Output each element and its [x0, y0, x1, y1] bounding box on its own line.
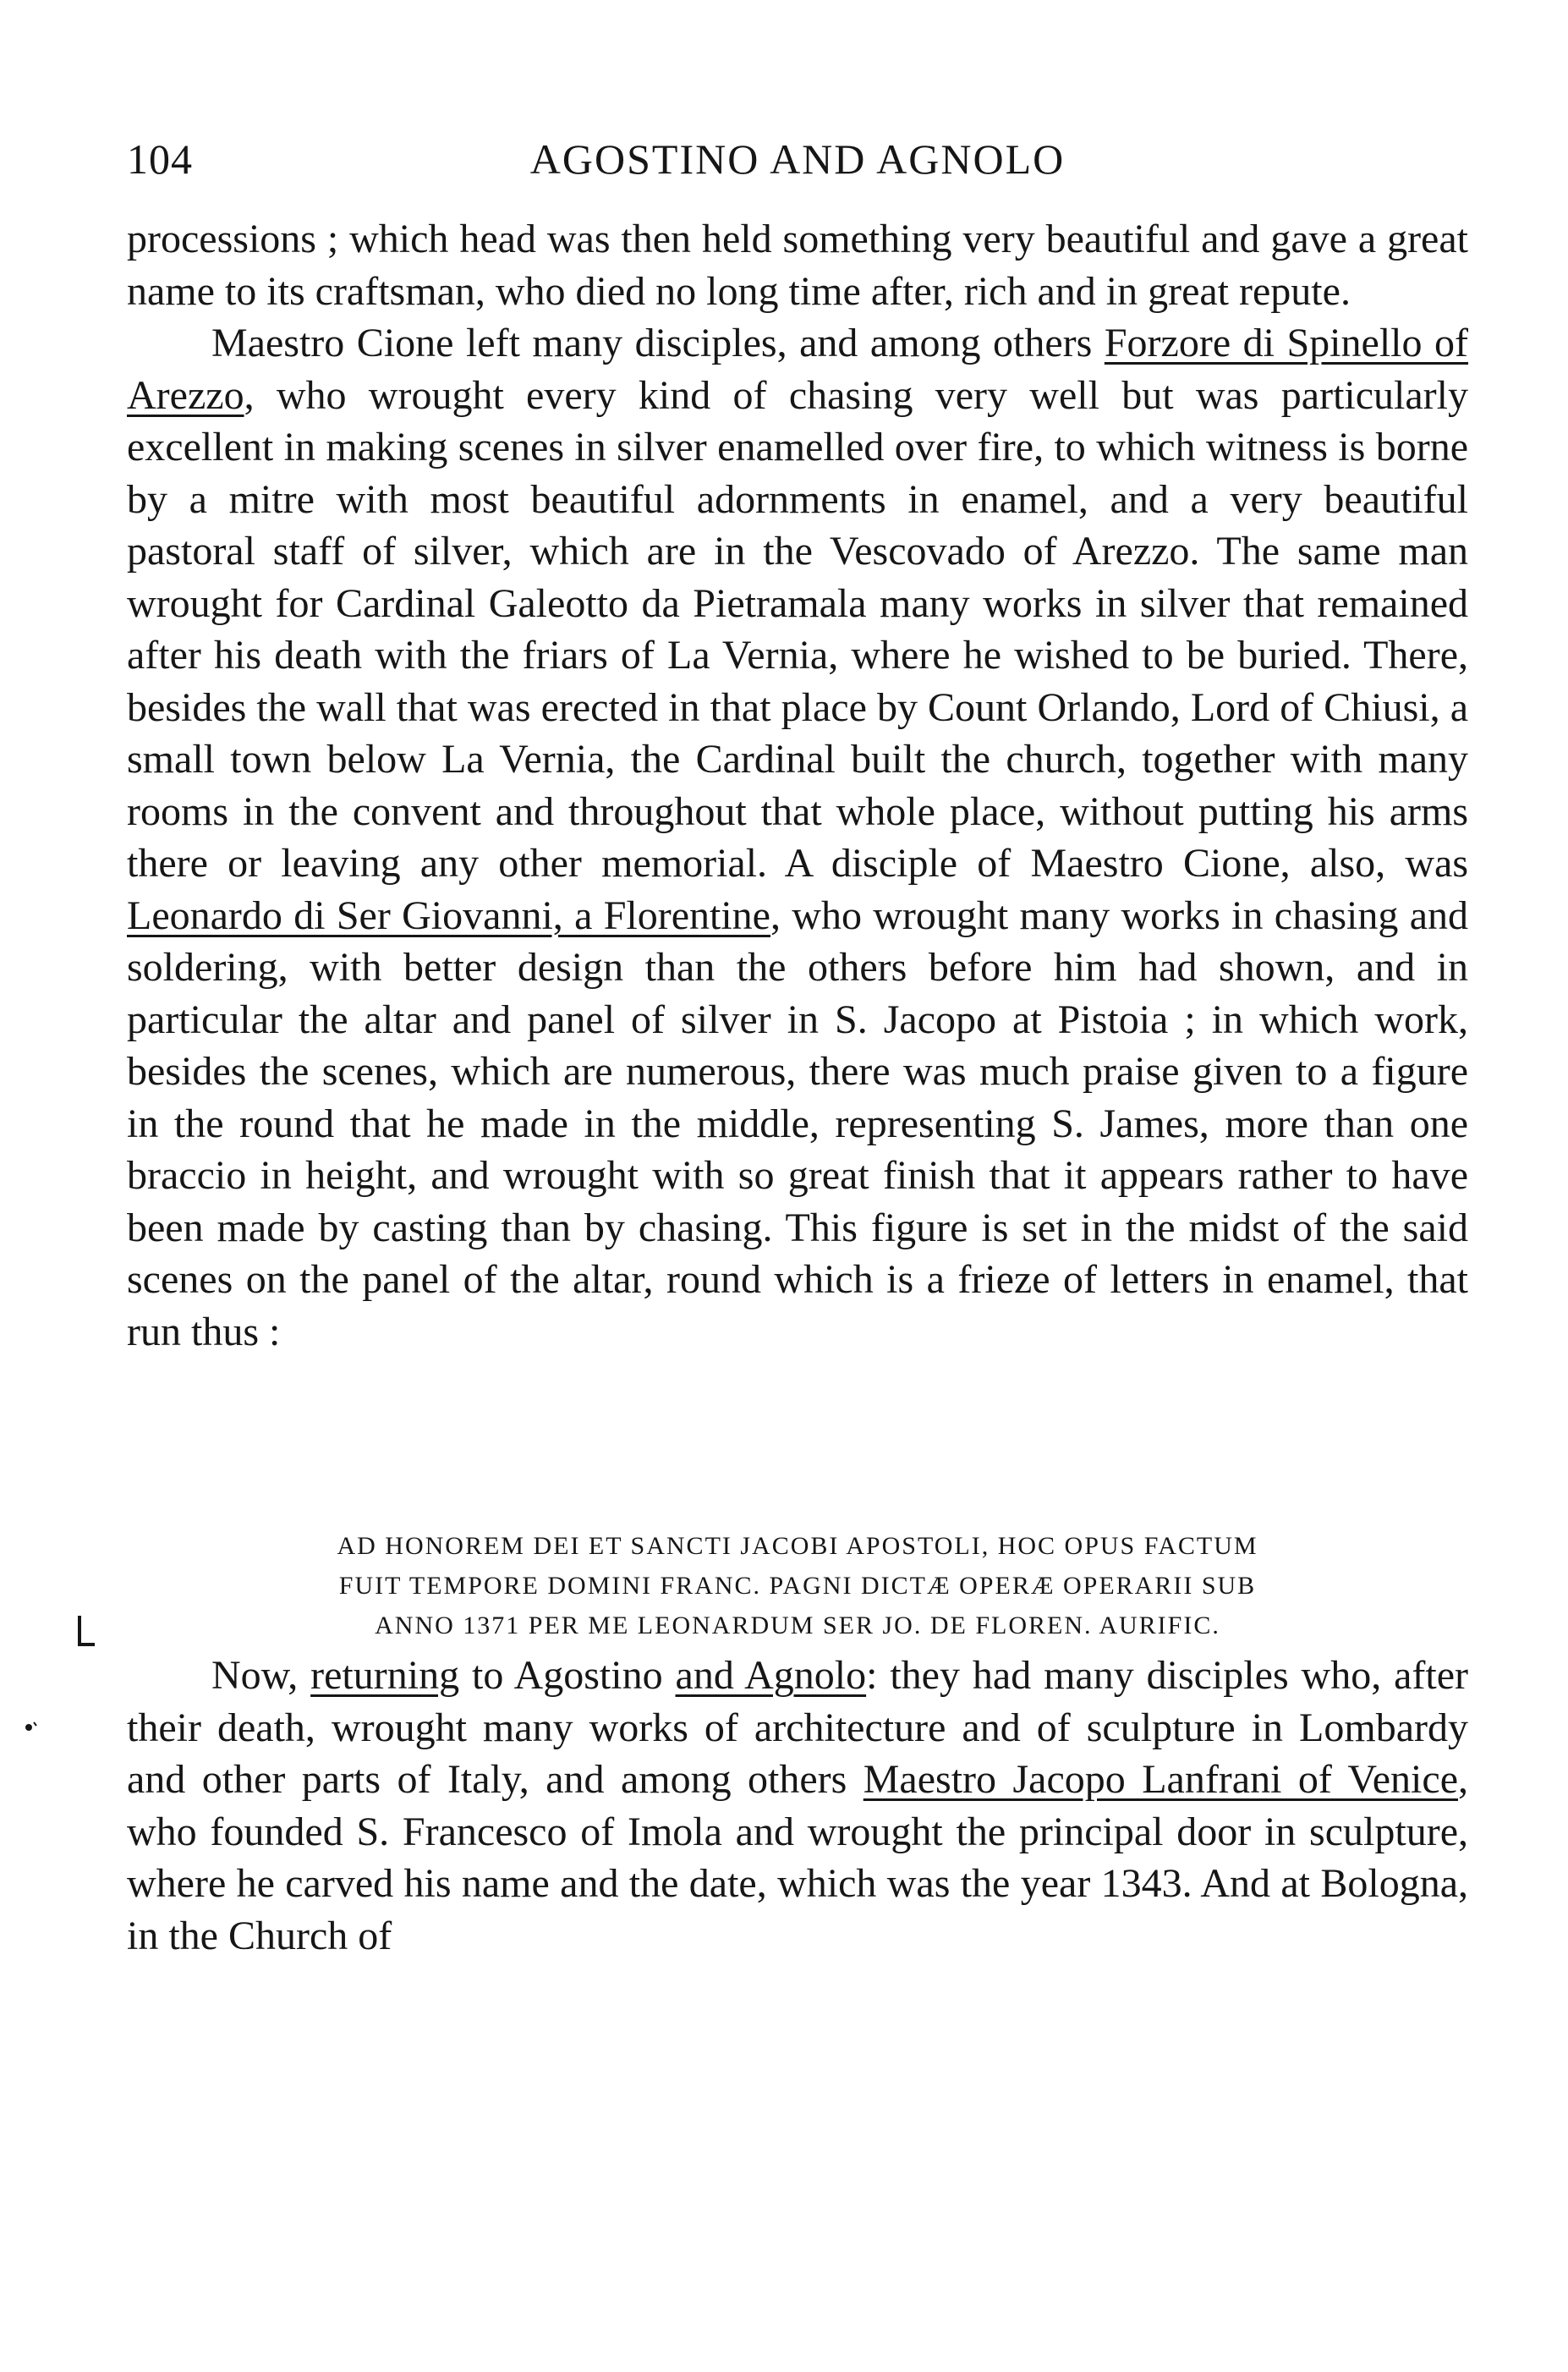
- underlined-name-lanfrani: Maestro Jacopo Lanfrani of Venice: [863, 1757, 1458, 1802]
- underlined-name-leonardo: Leonardo di Ser Giovanni, a Florentine: [127, 892, 770, 938]
- paragraph-2: [127, 317, 1468, 1358]
- paragraph-3: [127, 1650, 1468, 1962]
- paragraph-2-part-3: , who wrought many works in chasing and soldering, with better design than the others before him had shown, and in particular the altar and panel of silver in S. Jacopo at Pistoia ; in which work, besides the scenes, which are numerous, there was much praise given to a figure in the round that he made in the middle, representing S. James, more than one braccio in height, and wrought with so great finish that it appears rather to have been made by casting than by chasing. This figure is set in the midst of the said scenes on the panel of the altar, round which is a frieze of letters in enamel, that run thus :: [127, 892, 1468, 1354]
- inscription-line-1: AD HONOREM DEI ET SANCTI JACOBI APOSTOLI, HOC OPUS FACTUM: [337, 1532, 1258, 1560]
- paragraph-3-part-2: to Agostino: [459, 1653, 676, 1698]
- paragraph-1: [127, 213, 1468, 317]
- inscription-line-3: ANNO 1371 PER ME LEONARDUM SER JO. DE FLOREN. AURIFIC.: [375, 1612, 1220, 1639]
- inscription-block: [254, 1526, 1341, 1645]
- margin-dot-mark: [22, 1719, 39, 1736]
- paragraph-3-part-1: Now,: [211, 1653, 311, 1698]
- paragraph-3-part-3: : they had many disciples who, after their death, wrought many works of architecture and of sculpture in Lombardy and other parts of Italy, and among others: [127, 1653, 1469, 1802]
- main-text: [127, 213, 1468, 1358]
- main-text-continued: [127, 1650, 1468, 1962]
- page-header: [127, 125, 1468, 193]
- page-number: 104: [127, 135, 193, 183]
- underlined-name-forzore: Forzore di Spinello of Arezzo: [127, 321, 1468, 418]
- underlined-name-agnolo: and Agnolo: [675, 1653, 867, 1698]
- paragraph-2-part-2: , who wrought every kind of chasing very well but was particularly excellent in making scenes in silver enamelled over fire, to which witness is borne by a mitre with most beautiful adornments in enamel, and a very beautiful pastoral staff of silver, which are in the Vescovado of Arezzo. The same man wrought for Cardinal Galeotto da Pietramala many works in silver that remained after his death with the friars of La Vernia, where he wished to be buried. There, besides the wall that was erected in that place by Count Orlando, Lord of Chiusi, a small town below La Vernia, the Cardinal built the church, together with many rooms in the convent and throughout that whole place, without putting his arms there or leaving any other memorial. A disciple of Maestro Cione, also, was: [127, 372, 1468, 886]
- margin-bracket-mark: [74, 1614, 96, 1648]
- inscription-line-2: FUIT TEMPORE DOMINI FRANC. PAGNI DICTÆ OPERÆ OPERARII SUB: [338, 1572, 1257, 1600]
- underlined-word-returning: returning: [310, 1653, 460, 1698]
- paragraph-1-text: processions ; which head was then held something very beautiful and gave a great name to its craftsman, who died no long time after, rich and in great repute.: [127, 217, 1468, 314]
- running-title: AGOSTINO AND AGNOLO: [529, 135, 1066, 183]
- paragraph-3-part-4: , who founded S. Francesco of Imola and wrought the principal door in sculpture, where he carved his name and the date, which was the year 1343. And at Bologna, in the Church of: [127, 1757, 1468, 1958]
- paragraph-2-part-1: Maestro Cione left many disciples, and among others: [211, 321, 1105, 365]
